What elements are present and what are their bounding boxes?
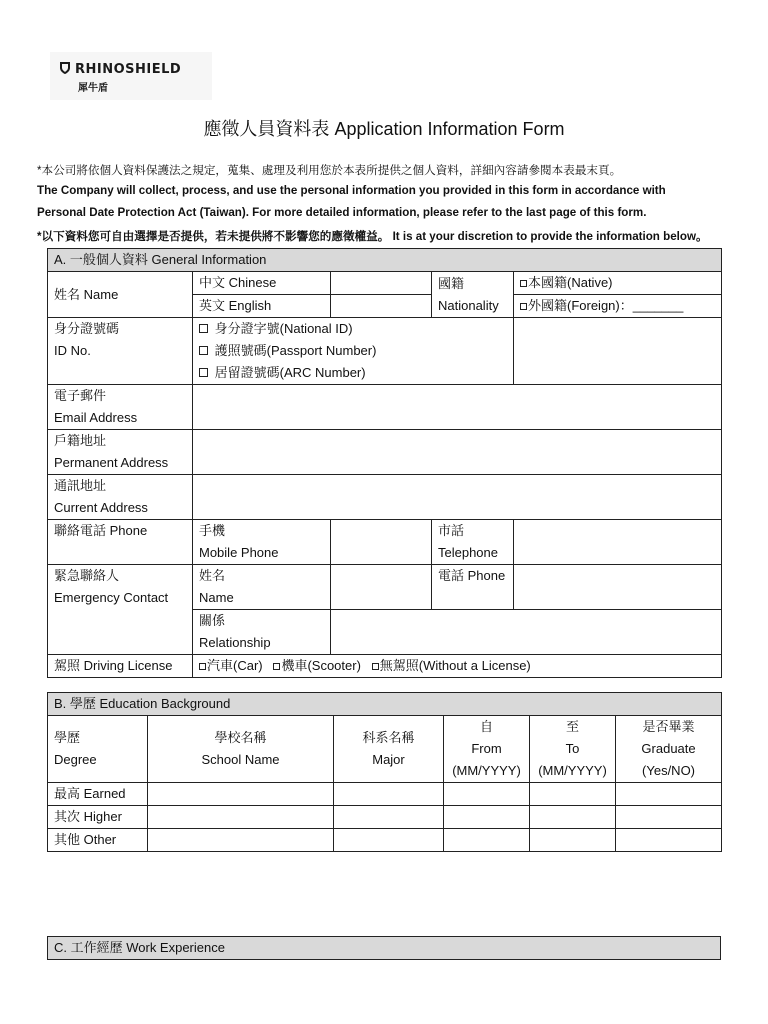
major-header: 科系名稱 Major: [334, 716, 444, 783]
english-name-field[interactable]: [331, 295, 432, 318]
checkbox-icon[interactable]: [372, 663, 379, 670]
to-field[interactable]: [530, 806, 616, 829]
section-b-title: B. 學歷 Education Background: [48, 693, 722, 716]
form-title: [0, 115, 768, 141]
emergency-name-label: 姓名 Name: [193, 565, 331, 610]
checkbox-icon[interactable]: [520, 280, 527, 287]
to-field[interactable]: [530, 829, 616, 852]
telephone-field[interactable]: [514, 520, 722, 565]
driving-license-label: 駕照 Driving License: [48, 655, 193, 678]
emergency-contact-label: 緊急聯絡人 Emergency Contact: [48, 565, 193, 655]
phone-label: 聯絡電話 Phone: [48, 520, 193, 565]
current-address-field[interactable]: [193, 475, 722, 520]
degree-higher-label: 其次 Higher: [48, 806, 148, 829]
form-title-cn: 應徵人員資料表: [203, 119, 330, 139]
school-name-header: 學校名稱 School Name: [148, 716, 334, 783]
major-field[interactable]: [334, 783, 444, 806]
major-field[interactable]: [334, 829, 444, 852]
checkbox-icon[interactable]: [273, 663, 280, 670]
license-option-scooter[interactable]: 機車(Scooter): [273, 658, 360, 673]
shield-logo-icon: [60, 62, 70, 74]
graduate-field[interactable]: [616, 806, 722, 829]
section-a-title: A. 一般個人資料 General Information: [48, 249, 722, 272]
foreign-option[interactable]: 外國籍(Foreign)：_______: [514, 295, 722, 318]
privacy-notice-en-1: The Company will collect, process, and use the personal information you provided in this form in accordance with: [37, 184, 666, 197]
permanent-address-label: 戶籍地址 Permanent Address: [48, 430, 193, 475]
english-name-label: 英文 English: [193, 295, 331, 318]
checkbox-icon[interactable]: [520, 303, 527, 310]
mobile-label: 手機 Mobile Phone: [193, 520, 331, 565]
education-row: [48, 829, 722, 852]
school-field[interactable]: [148, 829, 334, 852]
from-header: 自 From (MM/YYYY): [444, 716, 530, 783]
current-address-label: 通訊地址 Current Address: [48, 475, 193, 520]
checkbox-icon[interactable]: [199, 324, 208, 333]
school-field[interactable]: [148, 783, 334, 806]
id-option-arc[interactable]: 居留證號碼(ARC Number): [199, 362, 507, 384]
general-info-table: [47, 248, 722, 678]
permanent-address-field[interactable]: [193, 430, 722, 475]
graduate-field[interactable]: [616, 829, 722, 852]
graduate-header: 是否畢業 Graduate (Yes/NO): [616, 716, 722, 783]
discretion-notice: [37, 228, 708, 244]
degree-other-label: 其他 Other: [48, 829, 148, 852]
from-field[interactable]: [444, 783, 530, 806]
telephone-label: 市話 Telephone: [432, 520, 514, 565]
email-field[interactable]: [193, 385, 722, 430]
discretion-notice-cn: *以下資料您可自由選擇是否提供，若未提供將不影響您的應徵權益。: [37, 230, 390, 243]
id-option-national[interactable]: 身分證字號(National ID): [199, 318, 507, 340]
checkbox-icon[interactable]: [199, 368, 208, 377]
emergency-name-field[interactable]: [331, 565, 432, 610]
section-c-title: C. 工作經歷 Work Experience: [48, 937, 721, 960]
to-field[interactable]: [530, 783, 616, 806]
brand-name-cn: 犀牛盾: [78, 83, 108, 94]
license-option-car[interactable]: 汽車(Car): [199, 658, 263, 673]
discretion-notice-en: It is at your discretion to provide the information below。: [392, 230, 708, 243]
relationship-field[interactable]: [331, 610, 722, 655]
nationality-label: 國籍 Nationality: [432, 272, 514, 318]
from-field[interactable]: [444, 829, 530, 852]
education-row: [48, 806, 722, 829]
email-label: 電子郵件 Email Address: [48, 385, 193, 430]
brand-name: RHINOSHIELD: [75, 62, 182, 77]
id-no-field[interactable]: [514, 318, 722, 385]
form-title-en: Application Information Form: [334, 119, 565, 139]
major-field[interactable]: [334, 806, 444, 829]
id-option-passport[interactable]: 護照號碼(Passport Number): [199, 340, 507, 362]
privacy-notice-en-2: Personal Date Protection Act (Taiwan). For more detailed information, please refer to the last page of this form.: [37, 206, 647, 219]
graduate-field[interactable]: [616, 783, 722, 806]
id-type-options: [193, 318, 514, 385]
mobile-field[interactable]: [331, 520, 432, 565]
chinese-name-field[interactable]: [331, 272, 432, 295]
education-row: [48, 783, 722, 806]
degree-earned-label: 最高 Earned: [48, 783, 148, 806]
degree-header: 學歷 Degree: [48, 716, 148, 783]
company-logo: [50, 52, 212, 100]
school-field[interactable]: [148, 806, 334, 829]
relationship-label: 關係 Relationship: [193, 610, 331, 655]
emergency-phone-label: 電話 Phone: [432, 565, 514, 610]
checkbox-icon[interactable]: [199, 346, 208, 355]
education-table: [47, 692, 722, 852]
privacy-notice-cn: *本公司將依個人資料保護法之規定，蒐集、處理及利用您於本表所提供之個人資料，詳細內容請參閱本表最末頁。: [37, 164, 622, 177]
native-option[interactable]: 本國籍(Native): [514, 272, 722, 295]
license-option-none[interactable]: 無駕照(Without a License): [372, 658, 531, 673]
chinese-name-label: 中文 Chinese: [193, 272, 331, 295]
driving-license-options: [193, 655, 722, 678]
work-experience-table: [47, 936, 721, 960]
id-no-label: 身分證號碼 ID No.: [48, 318, 193, 385]
emergency-phone-field[interactable]: [514, 565, 722, 610]
to-header: 至 To (MM/YYYY): [530, 716, 616, 783]
from-field[interactable]: [444, 806, 530, 829]
name-label: 姓名 Name: [48, 272, 193, 318]
checkbox-icon[interactable]: [199, 663, 206, 670]
